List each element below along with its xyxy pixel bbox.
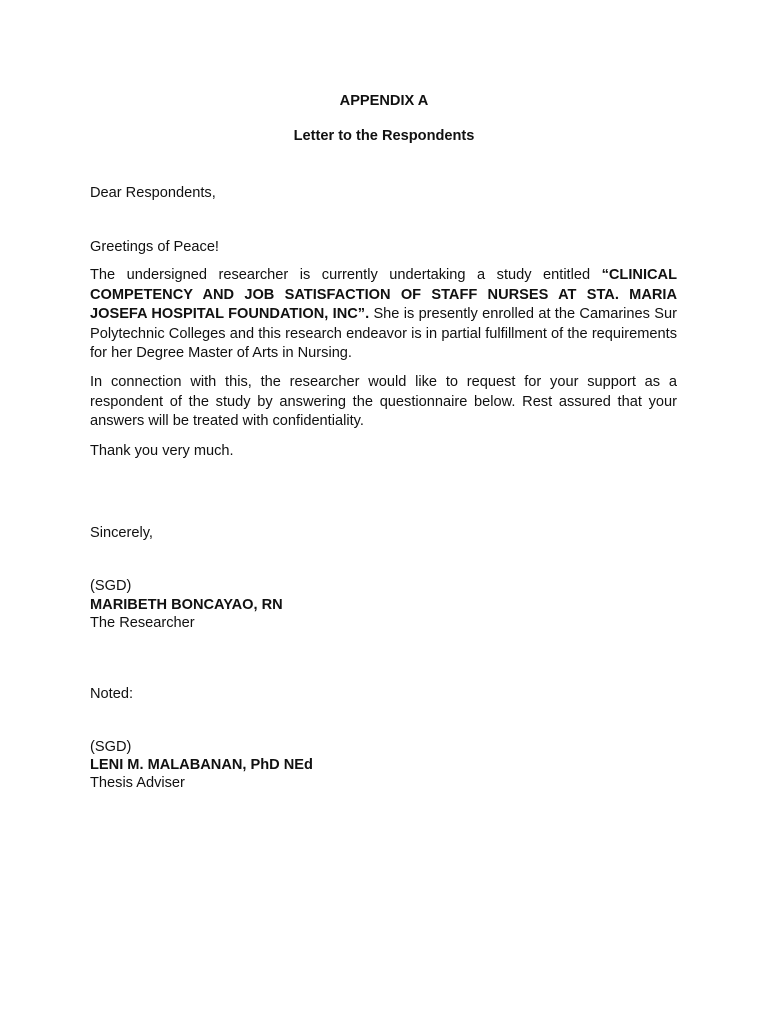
researcher-name: MARIBETH BONCAYAO, RN: [90, 597, 283, 613]
adviser-role: Thesis Adviser: [90, 775, 185, 791]
closing-line: Sincerely,: [90, 525, 153, 541]
study-title: “CLINICAL COMPETENCY AND JOB SATISFACTION OF STAFF NURSES AT STA. MARIA JOSEFA HOSPITAL FOUNDATION, INC”.: [90, 267, 677, 322]
paragraph-study-intro: [90, 266, 677, 364]
paragraph-request: In connection with this, the researcher would like to request for your support as a respondent of the study by answering the questionnaire below. Rest assured that your answers will be treated with confidentiality.: [90, 374, 677, 429]
paragraph-rest-text: She is presently enrolled at the Camarines Sur Polytechnic Colleges and this research endeavor is in partial fulfillment of the requirements for her Degree Master of Arts in Nursing.: [90, 306, 677, 361]
salutation: Dear Respondents,: [90, 185, 216, 201]
greeting: Greetings of Peace!: [90, 239, 219, 255]
letter-subtitle: Letter to the Respondents: [293, 128, 475, 144]
thanks-line: Thank you very much.: [90, 443, 234, 459]
noted-label: Noted:: [90, 686, 133, 702]
appendix-heading: APPENDIX A: [339, 93, 429, 109]
researcher-sgd: (SGD): [90, 578, 132, 594]
adviser-sgd: (SGD): [90, 739, 132, 755]
paragraph-lead-text: The undersigned researcher is currently undertaking a study entitled: [90, 267, 602, 283]
researcher-role: The Researcher: [90, 615, 195, 631]
adviser-name: LENI M. MALABANAN, PhD NEd: [90, 757, 313, 773]
